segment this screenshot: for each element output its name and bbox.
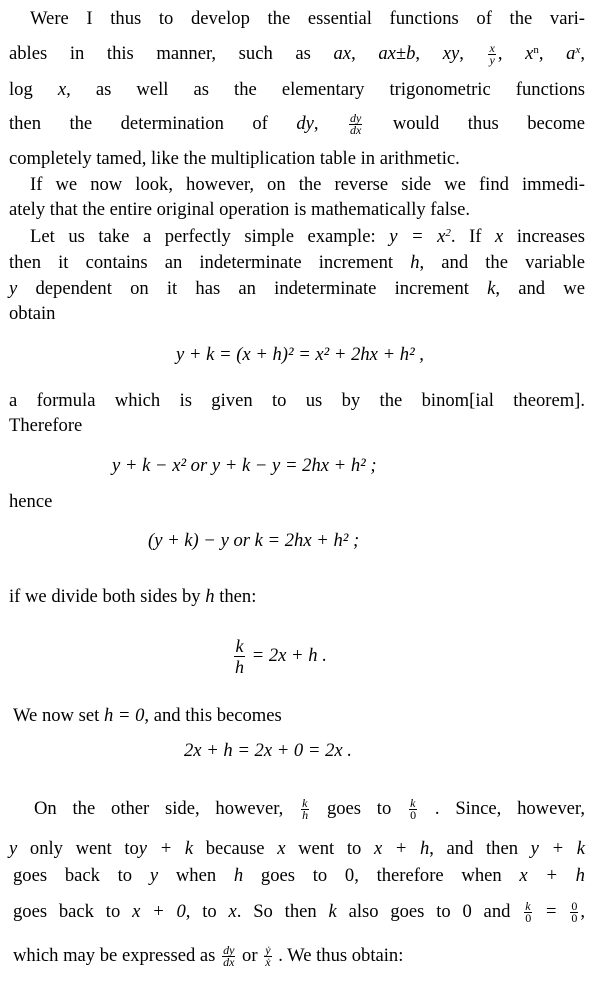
text-line: log x, as well as the elementary trigonometric functions (9, 79, 585, 100)
equation-2: y + k − x² or y + k − y = 2hx + h² ; (112, 455, 377, 476)
text-line: then it contains an indeterminate increment h, and the variable (9, 252, 585, 273)
equation-5: 2x + h = 2x + 0 = 2x . (184, 740, 352, 761)
text-line: y dependent on it has an indeterminate increment k, and we (9, 278, 585, 299)
equation-3: (y + k) − y or k = 2hx + h² ; (148, 530, 360, 551)
fraction-k-over-0: $\frac{k}{0}$ (410, 796, 417, 823)
text-line: hence (9, 491, 53, 512)
fraction-dy-dx: $\frac{dy}{dx}$ (350, 111, 362, 138)
fraction-dy-dx: $\frac{dy}{dx}$ (223, 943, 235, 970)
text-line: On the other side, however, $\frac{k}{h}$ goes to $\frac{k}{0}$ . Since, however, (34, 796, 585, 823)
text-line: Let us take a perfectly simple example: $y = x^2$. If x increases (30, 226, 586, 247)
text-line: Were I thus to develop the essential functions of the vari- (30, 8, 585, 29)
text-line: ately that the entire original operation is mathematically false. (9, 199, 471, 220)
fraction-0-over-0: $\frac{0}{0}$ (571, 899, 578, 926)
text-line: We now set h = 0, and this becomes (13, 705, 282, 726)
text-line: a formula which is given to us by the binom[ial theorem]. (9, 390, 585, 411)
x-power-n: $x^n$ (525, 43, 539, 64)
text-line: then the determination of dy, $\frac{dy}{dx}$ would thus become (9, 111, 586, 138)
fraction-k-over-h: $\frac{k}{h}$ (302, 796, 309, 823)
text-line: completely tamed, like the multiplication table in arithmetic. (9, 148, 460, 169)
text-line: which may be expressed as $\frac{dy}{dx}$ or $\frac{\text{ẏ}}{\text{ẋ}}$ . We thus obtain: (13, 943, 404, 970)
fraction-k-over-0: $\frac{k}{0}$ (525, 899, 532, 926)
text-line: ables in this manner, such as ax, ax±b, xy, $\frac{x}{y}$ , $x^n$, $a^x$, (9, 41, 585, 68)
fraction-x-over-y: $\frac{x}{y}$ (489, 41, 495, 68)
equation-4: $\frac{k}{h}$ = 2x + h . (235, 636, 327, 678)
equation-1: y + k = (x + h)² = x² + 2hx + h² , (176, 344, 424, 365)
text-line: goes back to y when h goes to 0, therefore when x + h (13, 865, 585, 886)
text-line: goes back to x + 0, to x. So then k also goes to 0 and $\frac{k}{0}$ = $\frac{0}{0}$ , (13, 899, 586, 926)
text-line: obtain (9, 303, 56, 324)
text-line: if we divide both sides by h then: (9, 586, 257, 607)
text-line: Therefore (9, 415, 83, 436)
text-line: If we now look, however, on the reverse side we find immedi- (30, 174, 585, 195)
text-line: y only went toy + k because x went to x + h, and then y + k (9, 838, 585, 859)
fraction-ydot-xdot: $\frac{\text{ẏ}}{\text{ẋ}}$ (265, 943, 271, 970)
fraction-k-over-h: $\frac{k}{h}$ (235, 636, 244, 678)
a-power-x: $a^x$ (566, 43, 581, 64)
